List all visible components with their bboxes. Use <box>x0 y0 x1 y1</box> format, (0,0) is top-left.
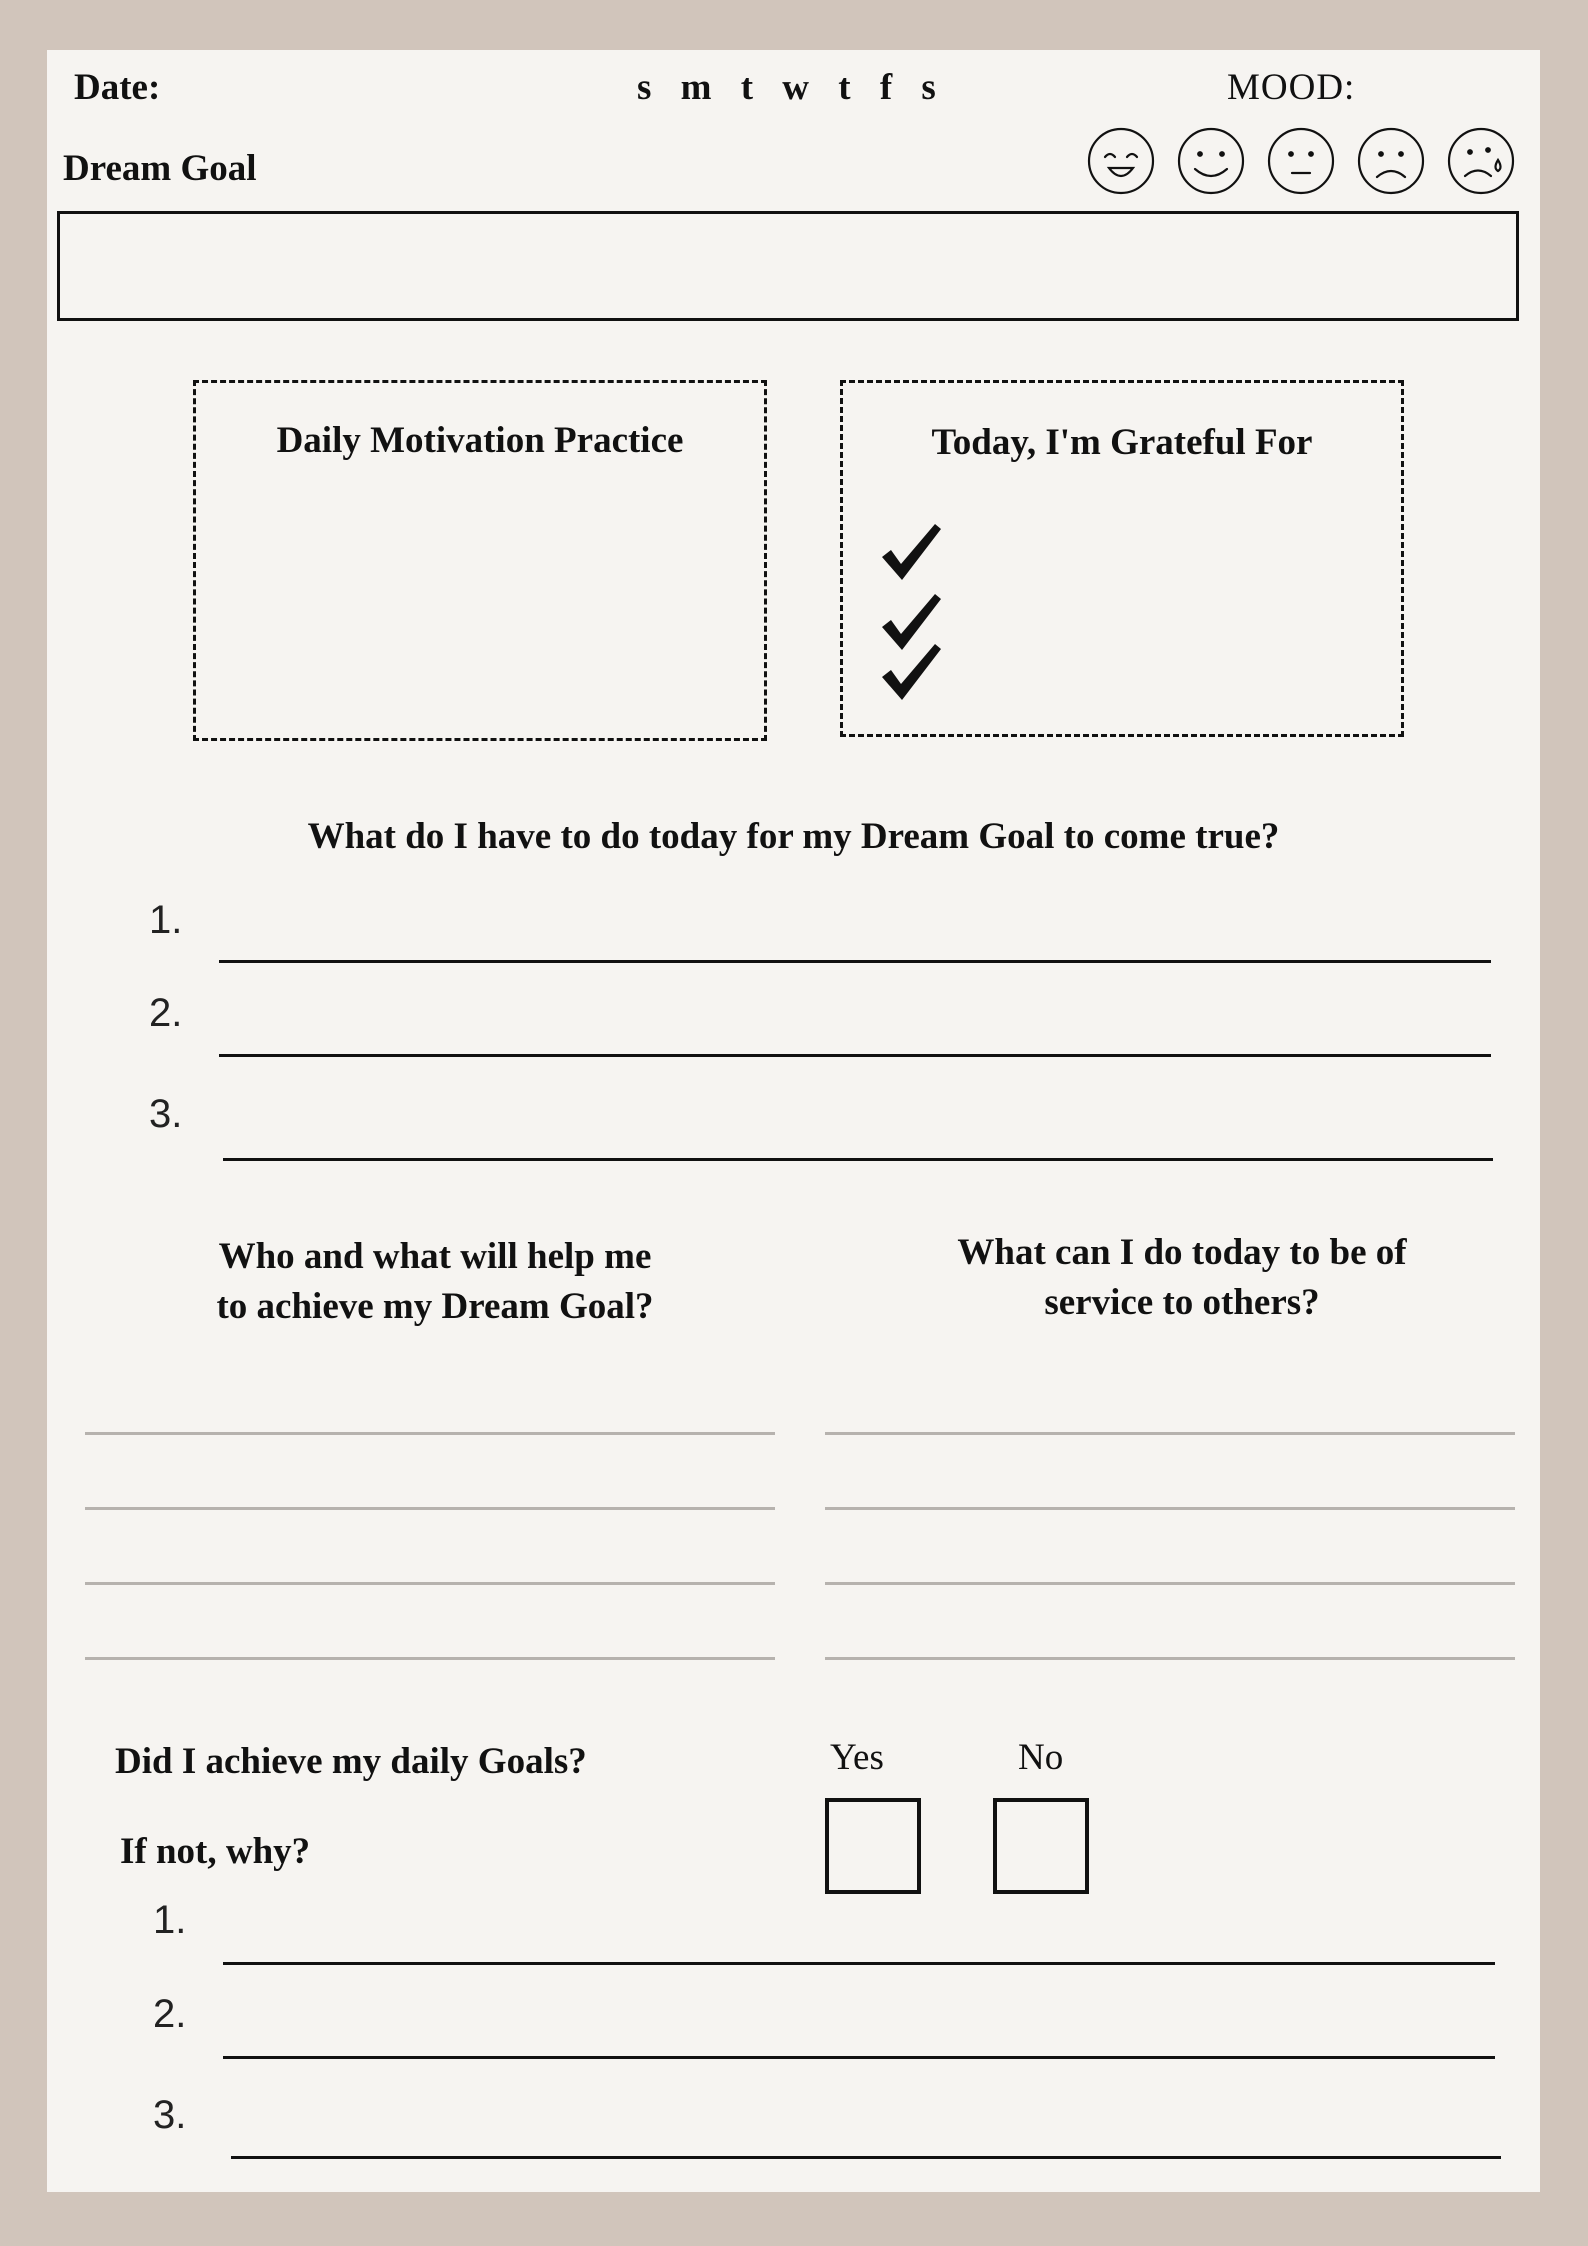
reason-number: 1. <box>153 1898 187 1942</box>
dream-goal-label: Dream Goal <box>63 148 257 189</box>
service-question-line: service to others? <box>1044 1282 1320 1323</box>
helpers-line-3[interactable] <box>85 1582 775 1585</box>
task-number: 1. <box>149 898 183 942</box>
task-line-1[interactable] <box>219 960 1491 963</box>
check-list <box>877 520 967 750</box>
yes-label: Yes <box>830 1737 884 1778</box>
task-line-3[interactable] <box>223 1158 1493 1161</box>
check-icon <box>882 594 941 650</box>
service-question-line: What can I do today to be of <box>957 1232 1407 1273</box>
reason-number: 3. <box>153 2093 187 2137</box>
sad-face-icon[interactable] <box>1359 129 1423 193</box>
task-number: 2. <box>149 991 183 1035</box>
yes-checkbox[interactable] <box>825 1798 921 1894</box>
smiling-face-icon[interactable] <box>1179 129 1243 193</box>
reason-number: 2. <box>153 1992 187 2036</box>
helpers-line-4[interactable] <box>85 1657 775 1660</box>
service-line-3[interactable] <box>825 1582 1515 1585</box>
service-line-1[interactable] <box>825 1432 1515 1435</box>
daily-tasks-question: What do I have to do today for my Dream Goal to come true? <box>307 816 1280 857</box>
weekday-selector[interactable]: s m t w t f s <box>637 67 946 108</box>
check-icon <box>882 524 941 580</box>
check-icon <box>882 644 941 700</box>
helpers-question-line: Who and what will help me <box>218 1236 652 1277</box>
service-question <box>862 1228 1502 1328</box>
crying-face-icon[interactable] <box>1449 129 1513 193</box>
motivation-box[interactable] <box>193 380 767 741</box>
helpers-line-2[interactable] <box>85 1507 775 1510</box>
helpers-question <box>115 1232 755 1332</box>
mood-label: MOOD: <box>1227 67 1356 108</box>
neutral-face-icon[interactable] <box>1269 129 1333 193</box>
task-line-2[interactable] <box>219 1054 1491 1057</box>
reason-line-1[interactable] <box>223 1962 1495 1965</box>
task-number: 3. <box>149 1092 183 1136</box>
why-label: If not, why? <box>120 1831 311 1872</box>
motivation-title: Daily Motivation Practice <box>276 420 684 461</box>
no-checkbox[interactable] <box>993 1798 1089 1894</box>
grateful-title: Today, I'm Grateful For <box>931 422 1313 463</box>
planner-page <box>47 50 1540 2192</box>
helpers-question-line: to achieve my Dream Goal? <box>216 1286 654 1327</box>
review-question: Did I achieve my daily Goals? <box>115 1741 587 1782</box>
service-line-2[interactable] <box>825 1507 1515 1510</box>
reason-line-2[interactable] <box>223 2056 1495 2059</box>
laughing-face-icon[interactable] <box>1089 129 1153 193</box>
helpers-line-1[interactable] <box>85 1432 775 1435</box>
service-line-4[interactable] <box>825 1657 1515 1660</box>
no-label: No <box>1018 1737 1064 1778</box>
date-label: Date: <box>74 67 161 108</box>
mood-selector[interactable] <box>1086 124 1526 204</box>
dream-goal-input[interactable] <box>57 211 1519 321</box>
reason-line-3[interactable] <box>231 2156 1501 2159</box>
